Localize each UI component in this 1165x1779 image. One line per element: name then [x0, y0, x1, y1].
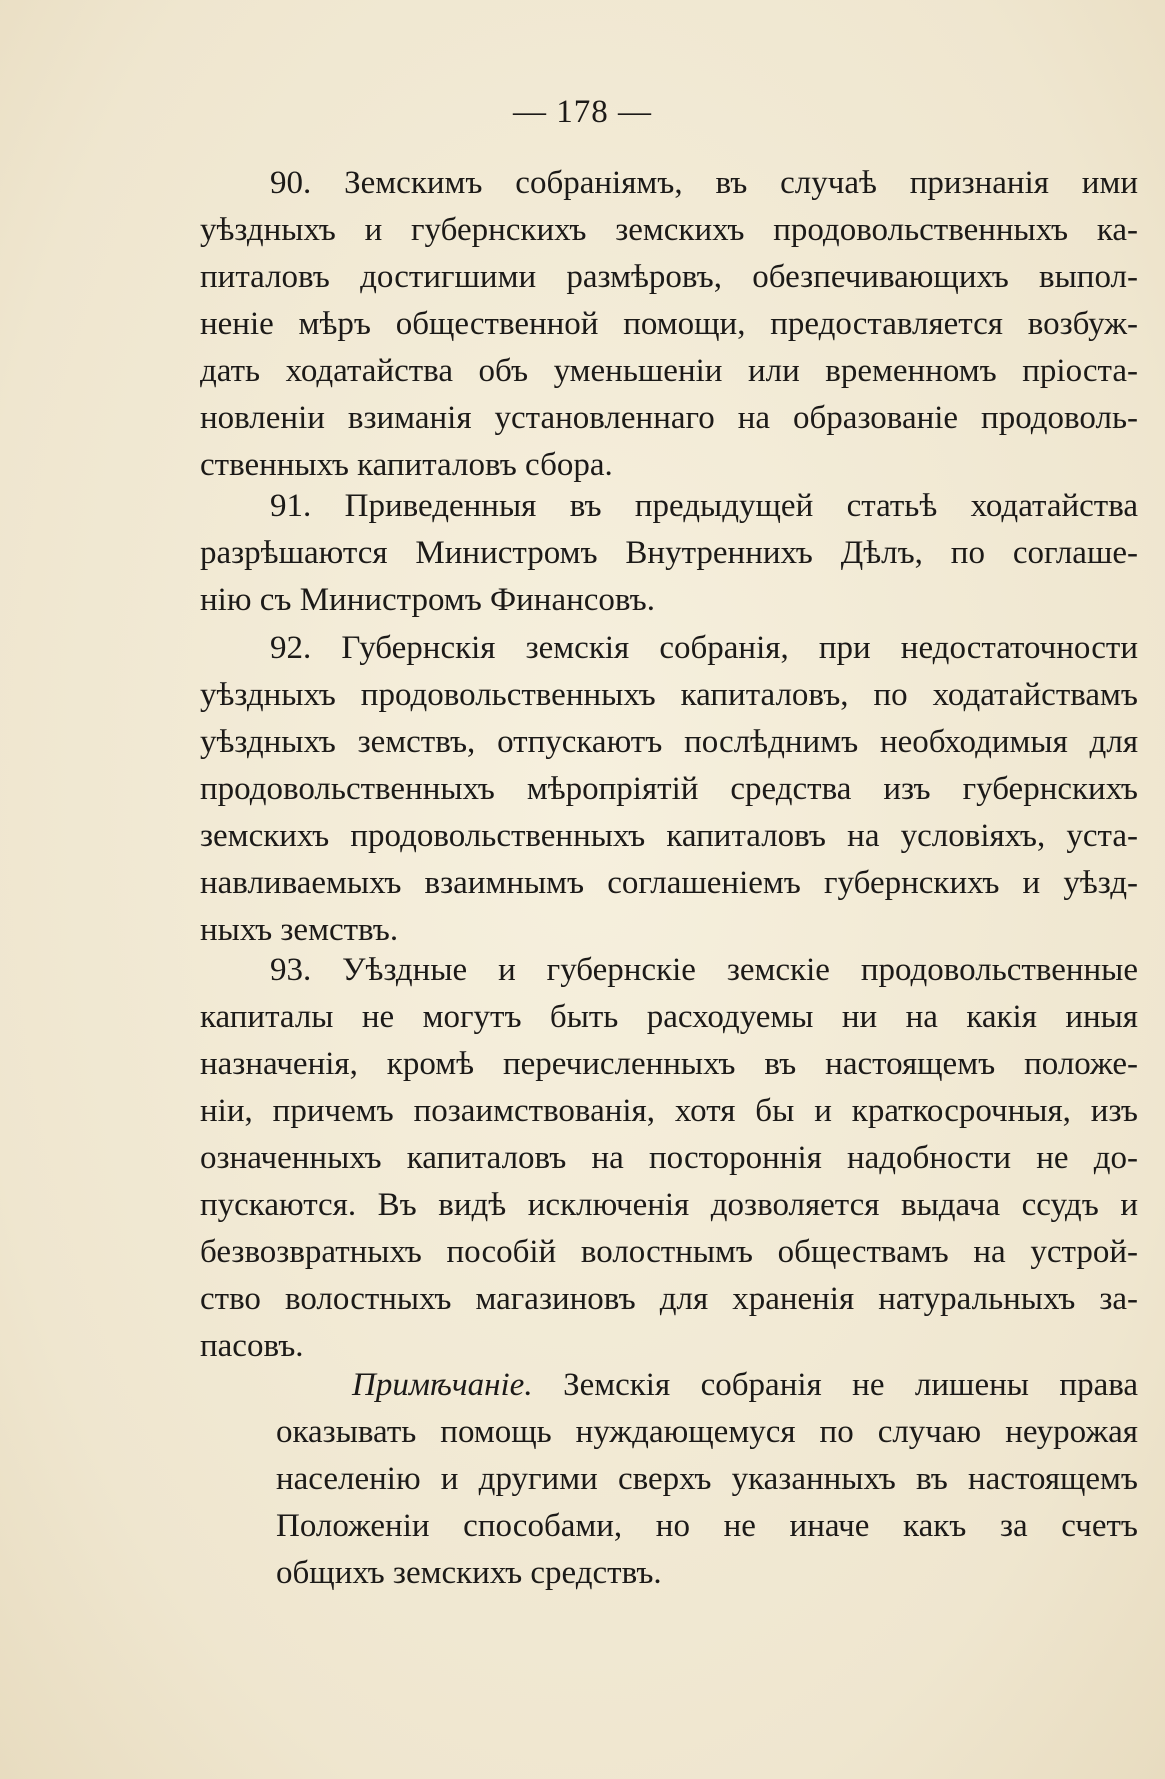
- article-line: ственныхъ капиталовъ сбора.: [200, 447, 613, 483]
- article-92: [200, 625, 1138, 954]
- page-number: — 178 —: [513, 94, 652, 130]
- note-first-line-text: Земскія собранія не лишены права: [563, 1367, 1139, 1403]
- article-line: пускаются. Въ видѣ исключенія дозволяется выдача ссудъ и: [200, 1187, 1138, 1223]
- article-line: уѣздныхъ земствъ, отпускаютъ послѣднимъ необходимыя для: [200, 724, 1138, 760]
- article-93: [200, 947, 1138, 1370]
- article-line: новленіи взиманія установленнаго на образованіе продоволь-: [200, 400, 1138, 436]
- article-line: безвозвратныхъ пособій волостнымъ обществамъ на устрой-: [200, 1234, 1138, 1270]
- article-line: разрѣшаются Министромъ Внутреннихъ Дѣлъ, по соглаше-: [200, 535, 1138, 571]
- article-line: ныхъ земствъ.: [200, 912, 399, 948]
- note-first-line: [276, 1362, 1138, 1409]
- article-line: 92. Губернскія земскія собранія, при недостаточности: [270, 630, 1138, 666]
- article-line: продовольственныхъ мѣропріятій средства изъ губернскихъ: [200, 771, 1138, 807]
- article-line: земскихъ продовольственныхъ капиталовъ на условіяхъ, уста-: [200, 818, 1138, 854]
- article-line: 90. Земскимъ собраніямъ, въ случаѣ признанія ими: [270, 165, 1138, 201]
- article-line: ніи, причемъ позаимствованія, хотя бы и краткосрочныя, изъ: [200, 1093, 1138, 1129]
- note-line: оказывать помощь нуждающемуся по случаю неурожая: [276, 1414, 1138, 1450]
- article-line: пасовъ.: [200, 1328, 304, 1364]
- article-line: капиталы не могутъ быть расходуемы ни на какія иныя: [200, 999, 1138, 1035]
- article-line: навливаемыхъ взаимнымъ соглашеніемъ губернскихъ и уѣзд-: [200, 865, 1138, 901]
- article-line: означенныхъ капиталовъ на постороннія надобности не до-: [200, 1140, 1138, 1176]
- footnote-remark: [276, 1362, 1138, 1597]
- article-line: 93. Уѣздные и губернскіе земскіе продовольственные: [270, 952, 1138, 988]
- article-line: уѣздныхъ и губернскихъ земскихъ продовольственныхъ ка-: [200, 212, 1138, 248]
- article-line: дать ходатайства объ уменьшеніи или временномъ пріоста-: [200, 353, 1138, 389]
- article-line: нію съ Министромъ Финансовъ.: [200, 582, 655, 618]
- note-line: Положеніи способами, но не иначе какъ за счетъ: [276, 1508, 1138, 1544]
- article-line: 91. Приведенныя въ предыдущей статьѣ ходатайства: [270, 488, 1138, 524]
- note-line: общихъ земскихъ средствъ.: [276, 1555, 662, 1591]
- article-line: уѣздныхъ продовольственныхъ капиталовъ, по ходатайствамъ: [200, 677, 1138, 713]
- article-line: назначенія, кромѣ перечисленныхъ въ настоящемъ положе-: [200, 1046, 1138, 1082]
- article-line: ство волостныхъ магазиновъ для храненія натуральныхъ за-: [200, 1281, 1138, 1317]
- note-label: Примѣчаніе.: [352, 1367, 533, 1403]
- article-line: питаловъ достигшими размѣровъ, обезпечивающихъ выпол-: [200, 259, 1138, 295]
- article-91: [200, 483, 1138, 624]
- note-line: населенію и другими сверхъ указанныхъ въ настоящемъ: [276, 1461, 1138, 1497]
- article-line: неніе мѣръ общественной помощи, предоставляется возбуж-: [200, 306, 1138, 342]
- article-90: [200, 160, 1138, 489]
